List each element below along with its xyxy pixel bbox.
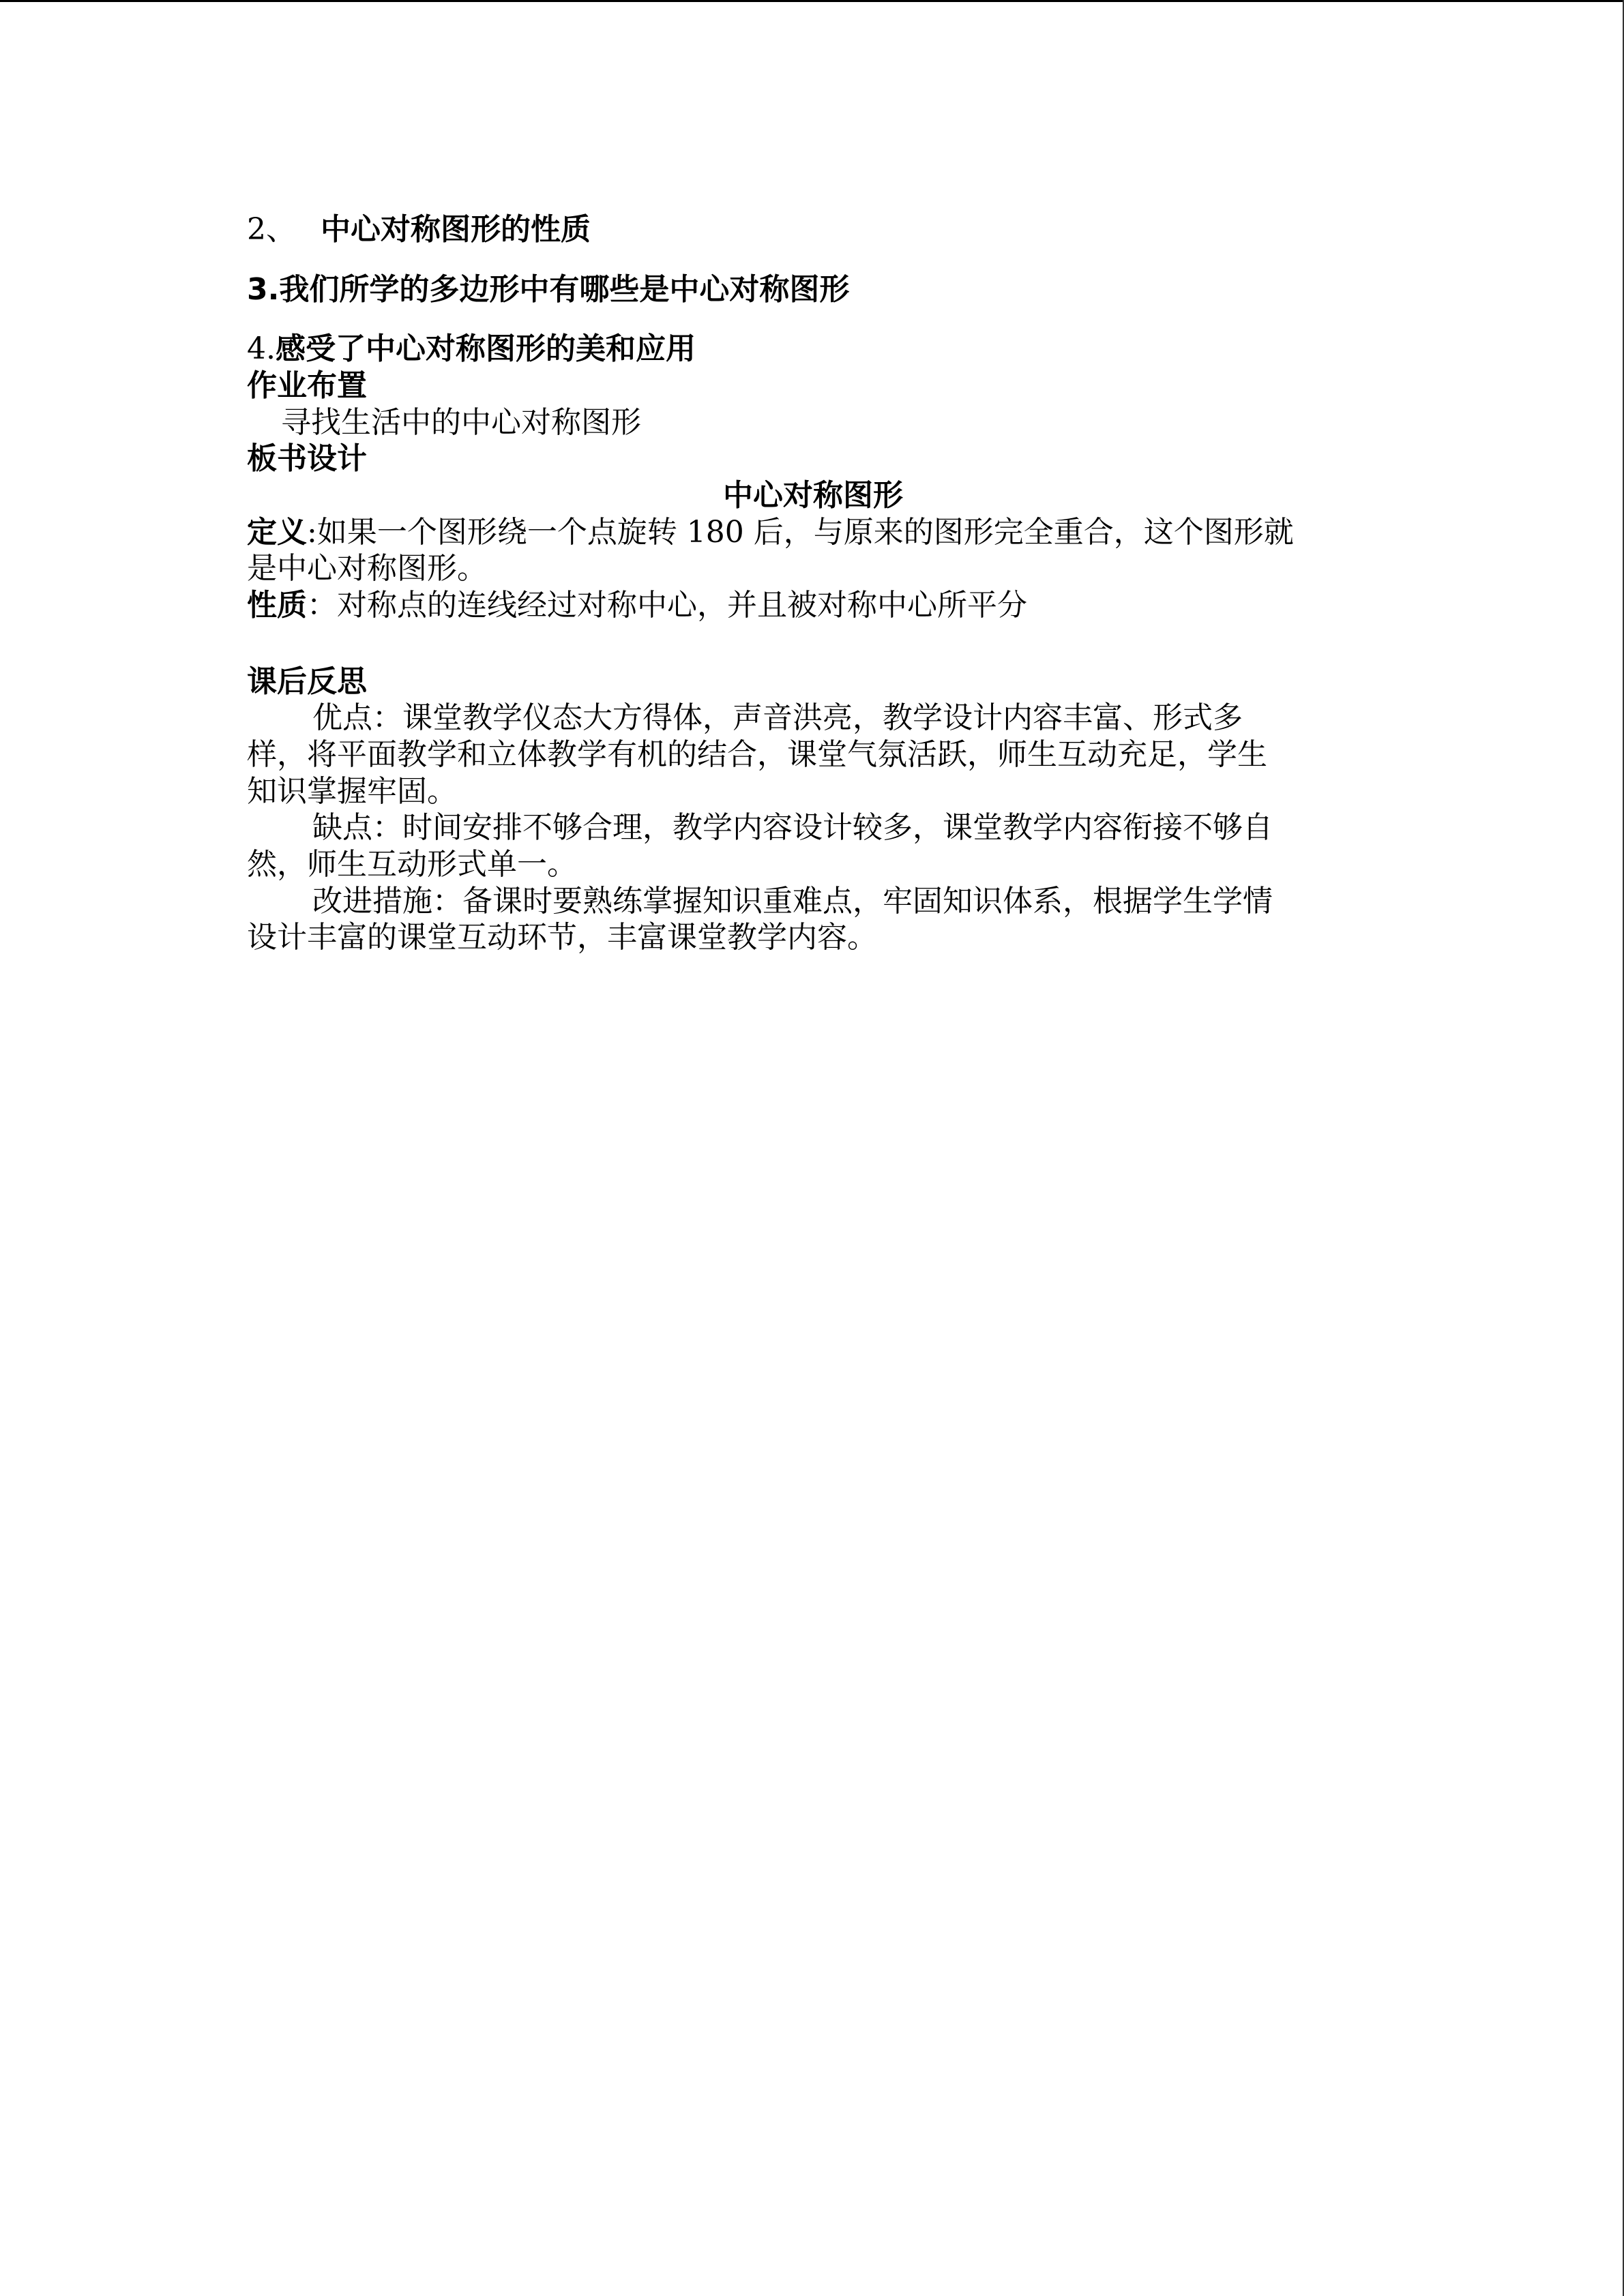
- top-border: [0, 0, 1624, 2]
- weaknesses-line-1: 缺点：时间安排不够合理，教学内容设计较多，课堂教学内容衔接不够自: [312, 810, 1273, 846]
- summary-item-4-number: 4.: [247, 331, 276, 367]
- improvements-line-1: 改进措施：备课时要熟练掌握知识重难点，牢固知识体系，根据学生学情: [312, 883, 1273, 919]
- summary-item-4-text: 感受了中心对称图形的美和应用: [275, 331, 696, 367]
- strengths-line-1: 优点：课堂教学仪态大方得体，声音洪亮，教学设计内容丰富、形式多: [312, 700, 1243, 736]
- summary-item-2-text: 中心对称图形的性质: [321, 212, 591, 247]
- summary-item-4: [247, 331, 1379, 368]
- property-label: 性质: [247, 588, 307, 623]
- property-text: ：对称点的连线经过对称中心，并且被对称中心所平分: [307, 588, 1027, 623]
- definition-line: [247, 514, 1379, 551]
- reflection-heading: 课后反思: [247, 664, 367, 699]
- definition-text: :如果一个图形绕一个点旋转 180 后，与原来的图形完全重合，这个图形就: [307, 514, 1294, 550]
- board-title: 中心对称图形: [723, 478, 903, 513]
- board-heading: 板书设计: [247, 441, 367, 477]
- property-line: [247, 587, 1379, 624]
- spacer: [247, 624, 1379, 664]
- summary-item-2-number: 2、: [247, 212, 296, 247]
- homework-heading: 作业布置: [247, 368, 367, 404]
- homework-content: 寻找生活中的中心对称图形: [281, 404, 641, 440]
- strengths-line-2: 样，将平面教学和立体教学有机的结合，课堂气氛活跃，师生互动充足，学生: [247, 737, 1267, 773]
- summary-item-3: 3.我们所学的多边形中有哪些是中心对称图形: [247, 271, 850, 307]
- strengths-line-3: 知识掌握牢固。: [247, 773, 457, 809]
- weaknesses-line-2: 然，师生互动形式单一。: [247, 847, 577, 882]
- summary-item-2: [247, 211, 1379, 248]
- definition-text-continued: 是中心对称图形。: [247, 551, 487, 586]
- improvements-line-2: 设计丰富的课堂互动环节，丰富课堂教学内容。: [247, 920, 877, 955]
- definition-label: 定义: [247, 514, 307, 550]
- document-body: [247, 205, 1379, 956]
